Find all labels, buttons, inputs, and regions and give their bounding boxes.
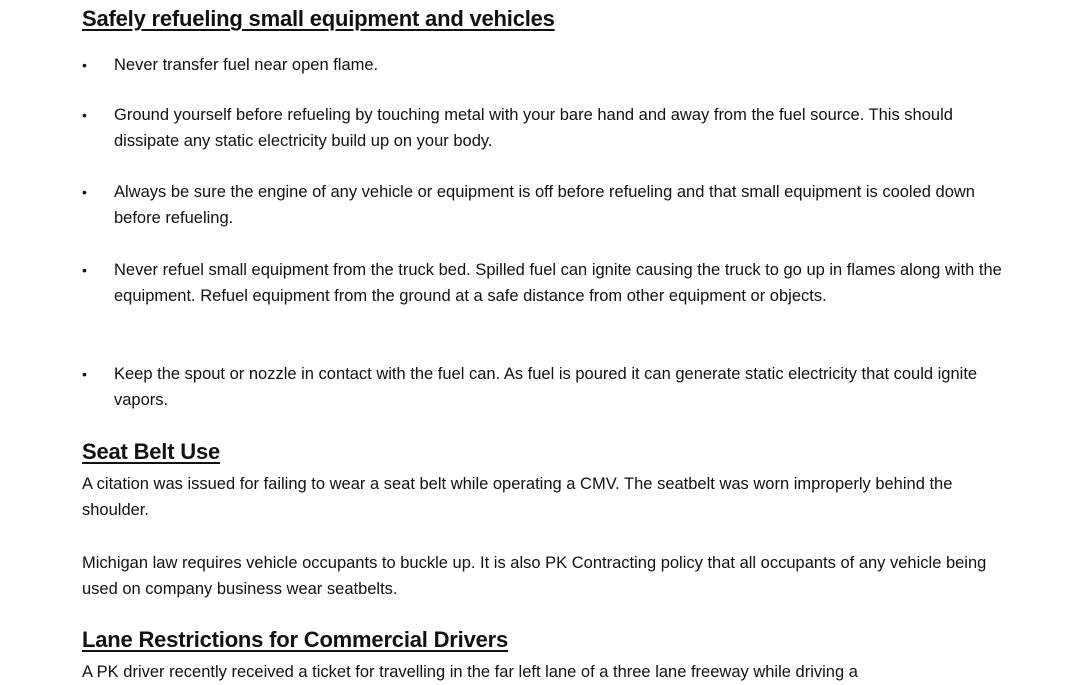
bullet-text: Ground yourself before refueling by touching metal with your bare hand and away from the fuel source. This should dissipate any static electricity build up on your body. [114, 106, 953, 150]
list-item [82, 179, 1017, 231]
bullet-glyph: • [82, 262, 87, 278]
list-item [82, 102, 1017, 154]
refueling-heading: Safely refueling small equipment and vehicles [82, 6, 555, 31]
seatbelt-paragraph: A citation was issued for failing to wear a seat belt while operating a CMV. The seatbelt was worn improperly behind the shoulder. [82, 475, 953, 519]
bullet-text: Keep the spout or nozzle in contact with the fuel can. As fuel is poured it can generate static electricity that could ignite vapors. [114, 365, 978, 409]
list-item [82, 52, 1017, 78]
list-item [82, 257, 1017, 309]
lane-heading: Lane Restrictions for Commercial Drivers [82, 627, 509, 652]
lane-paragraph: A PK driver recently received a ticket for travelling in the far left lane of a three lane freeway while driving a [82, 663, 858, 681]
seatbelt-heading: Seat Belt Use [82, 439, 221, 464]
bullet-glyph: • [82, 366, 87, 382]
bullet-text: Always be sure the engine of any vehicle or equipment is off before refueling and that small equipment is cooled down before refueling. [114, 183, 975, 227]
bullet-glyph: • [82, 107, 87, 123]
bullet-glyph: • [82, 184, 87, 200]
bullet-glyph: • [82, 57, 87, 73]
bullet-text: Never transfer fuel near open flame. [114, 56, 379, 74]
list-item [82, 361, 1017, 413]
bullet-text: Never refuel small equipment from the truck bed. Spilled fuel can ignite causing the truck to go up in flames along with the equipment. Refuel equipment from the ground at a safe distance from other equipment or objects. [114, 261, 1002, 305]
seatbelt-paragraph: Michigan law requires vehicle occupants to buckle up. It is also PK Contracting policy that all occupants of any vehicle being used on company business wear seatbelts. [82, 554, 987, 598]
